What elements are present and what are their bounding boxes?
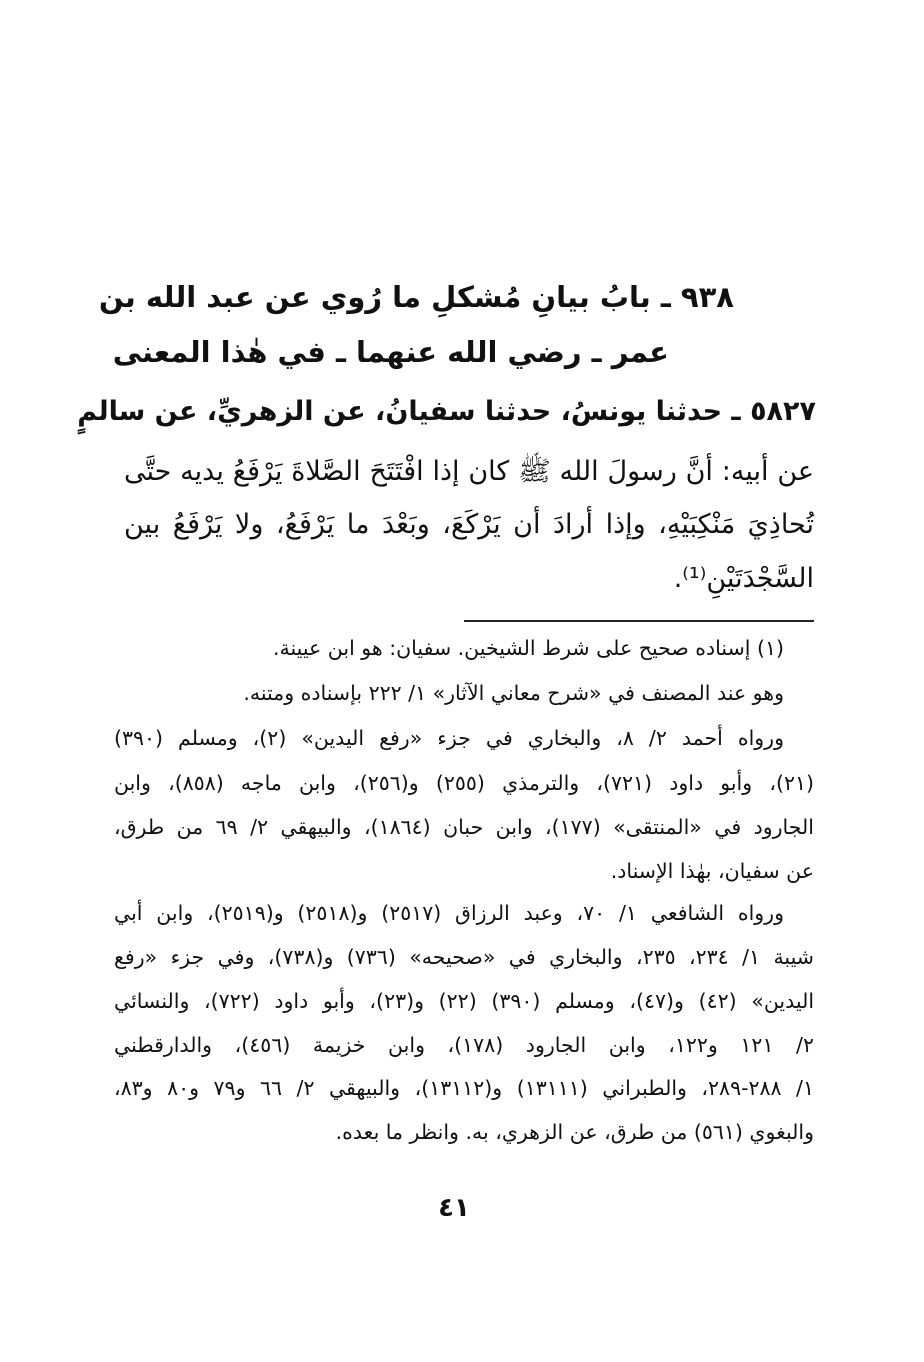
hadith-line-4: السَّجْدَتَيْنِ⁽¹⁾. bbox=[673, 563, 814, 594]
hadith-line-1: ٥٨٢٧ ـ حدثنا يونسُ، حدثنا سفيانُ، عن الزهريِّ، عن سالمٍ bbox=[77, 396, 816, 427]
footnote-line: الجارود في «المنتقى» (١٧٧)، وابن حبان (١٨٦٤)، والبيهقي ٢/ ٦٩ من طرق، bbox=[114, 815, 814, 839]
chapter-title-line-2: عمر ـ رضي الله عنهما ـ في هٰذا المعنى bbox=[112, 335, 669, 369]
footnote-line: ٢/ ١٢١ و١٢٢، وابن الجارود (١٧٨)، وابن خزيمة (٤٥٦)، والدارقطني bbox=[114, 1033, 814, 1057]
footnote-line: عن سفيان، بهٰذا الإسناد. bbox=[610, 859, 814, 883]
footnote-line: شيبة ١/ ٢٣٤، ٢٣٥، والبخاري في «صحيحه» (٧٣٦) و(٧٣٨)، وفي جزء «رفع bbox=[114, 945, 814, 969]
footnote-line: اليدين» (٤٢) و(٤٧)، ومسلم (٣٩٠) (٢٢) و(٢٣)، وأبو داود (٧٢٢)، والنسائي bbox=[114, 989, 815, 1013]
footnote-line: والبغوي (٥٦١) من طرق، عن الزهري، به. وانظر ما بعده. bbox=[335, 1120, 814, 1144]
page-number: ٤١ bbox=[438, 1193, 470, 1223]
footnote-line: ورواه أحمد ٢/ ٨، والبخاري في جزء «رفع اليدين» (٢)، ومسلم (٣٩٠) bbox=[114, 726, 784, 750]
footnote-line: وهو عند المصنف في «شرح معاني الآثار» ١/ ٢٢٢ بإسناده ومتنه. bbox=[243, 681, 784, 705]
footnote-line: ورواه الشافعي ١/ ٧٠، وعبد الرزاق (٢٥١٧) و(٢٥١٨) و(٢٥١٩)، وابن أبي bbox=[114, 901, 784, 925]
footnote-line: (١) إسناده صحيح على شرط الشيخين. سفيان: هو ابن عيينة. bbox=[272, 636, 784, 660]
footnote-separator bbox=[464, 620, 814, 622]
hadith-line-2: عن أبيه: أنَّ رسولَ الله ﷺ كان إذا افْتَتَحَ الصَّلاةَ يَرْفَعُ يديه حتَّى bbox=[124, 456, 814, 487]
footnote-line: (٢١)، وأبو داود (٧٢١)، والترمذي (٢٥٥) و(٢٥٦)، وابن ماجه (٨٥٨)، وابن bbox=[114, 771, 814, 795]
hadith-line-3: تُحاذِيَ مَنْكِبَيْهِ، وإذا أرادَ أن يَرْكَعَ، وبَعْدَ ما يَرْفَعُ، ولا يَرْفَعُ بين bbox=[124, 509, 814, 540]
footnote-line: ١/ ٢٨٨-٢٨٩، والطبراني (١٣١١١) و(١٣١١٢)، والبيهقي ٢/ ٦٦ و٧٩ و٨٠ و٨٣، bbox=[114, 1076, 814, 1100]
chapter-title-line-1: ٩٣٨ ـ بابُ بيانِ مُشكلِ ما رُوي عن عبد الله بن bbox=[98, 280, 734, 314]
